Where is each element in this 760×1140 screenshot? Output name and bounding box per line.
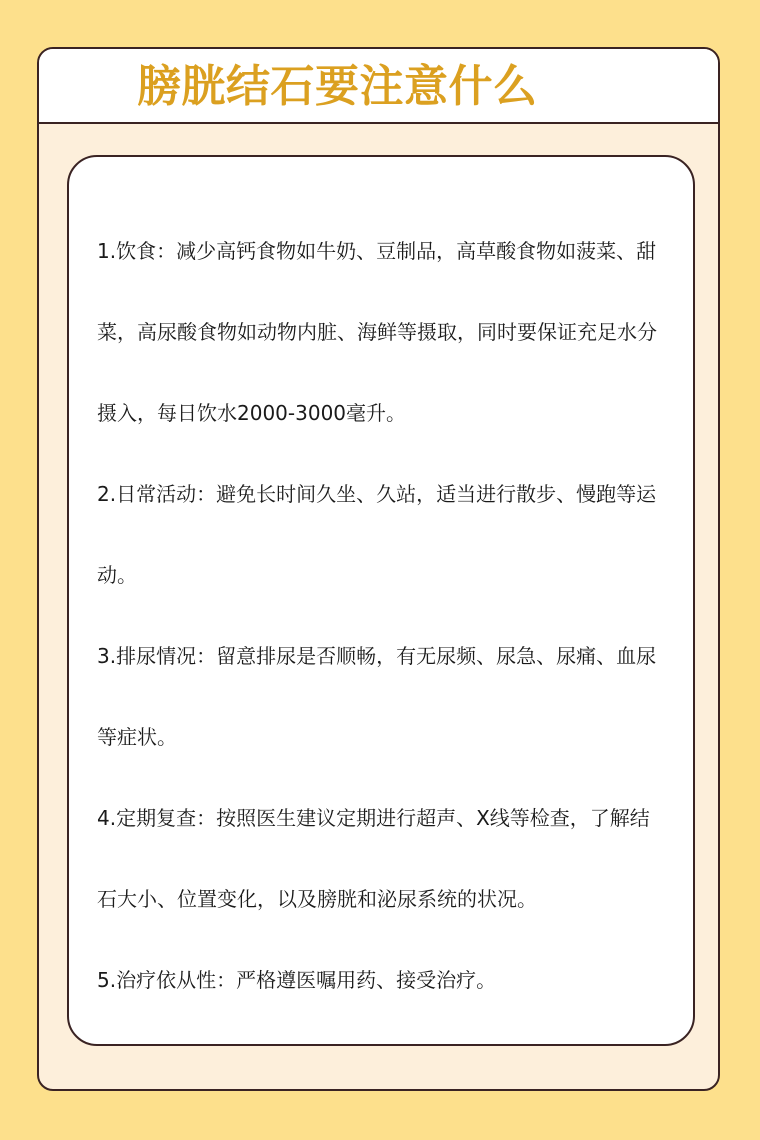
list-item-regular-checkup: 4.定期复查：按照医生建议定期进行超声、X线等检查，了解结石大小、位置变化，以及膀胱和泌尿系统的状况。: [97, 806, 650, 911]
list-item-daily-activity: 2.日常活动：避免长时间久坐、久站，适当进行散步、慢跑等运动。: [97, 482, 657, 587]
page-title: 膀胱结石要注意什么: [137, 61, 538, 112]
notice-list: [97, 211, 669, 1021]
title-bar: [39, 49, 718, 124]
list-item-urination: 3.排尿情况：留意排尿是否顺畅，有无尿频、尿急、尿痛、血尿等症状。: [97, 644, 657, 749]
list-item-treatment-compliance: 5.治疗依从性：严格遵医嘱用药、接受治疗。: [97, 968, 497, 992]
content-card: [67, 155, 695, 1046]
list-item-diet: 1.饮食：减少高钙食物如牛奶、豆制品，高草酸食物如菠菜、甜菜，高尿酸食物如动物内脏、海鲜等摄取，同时要保证充足水分摄入，每日饮水2000-3000毫升。: [97, 239, 657, 425]
